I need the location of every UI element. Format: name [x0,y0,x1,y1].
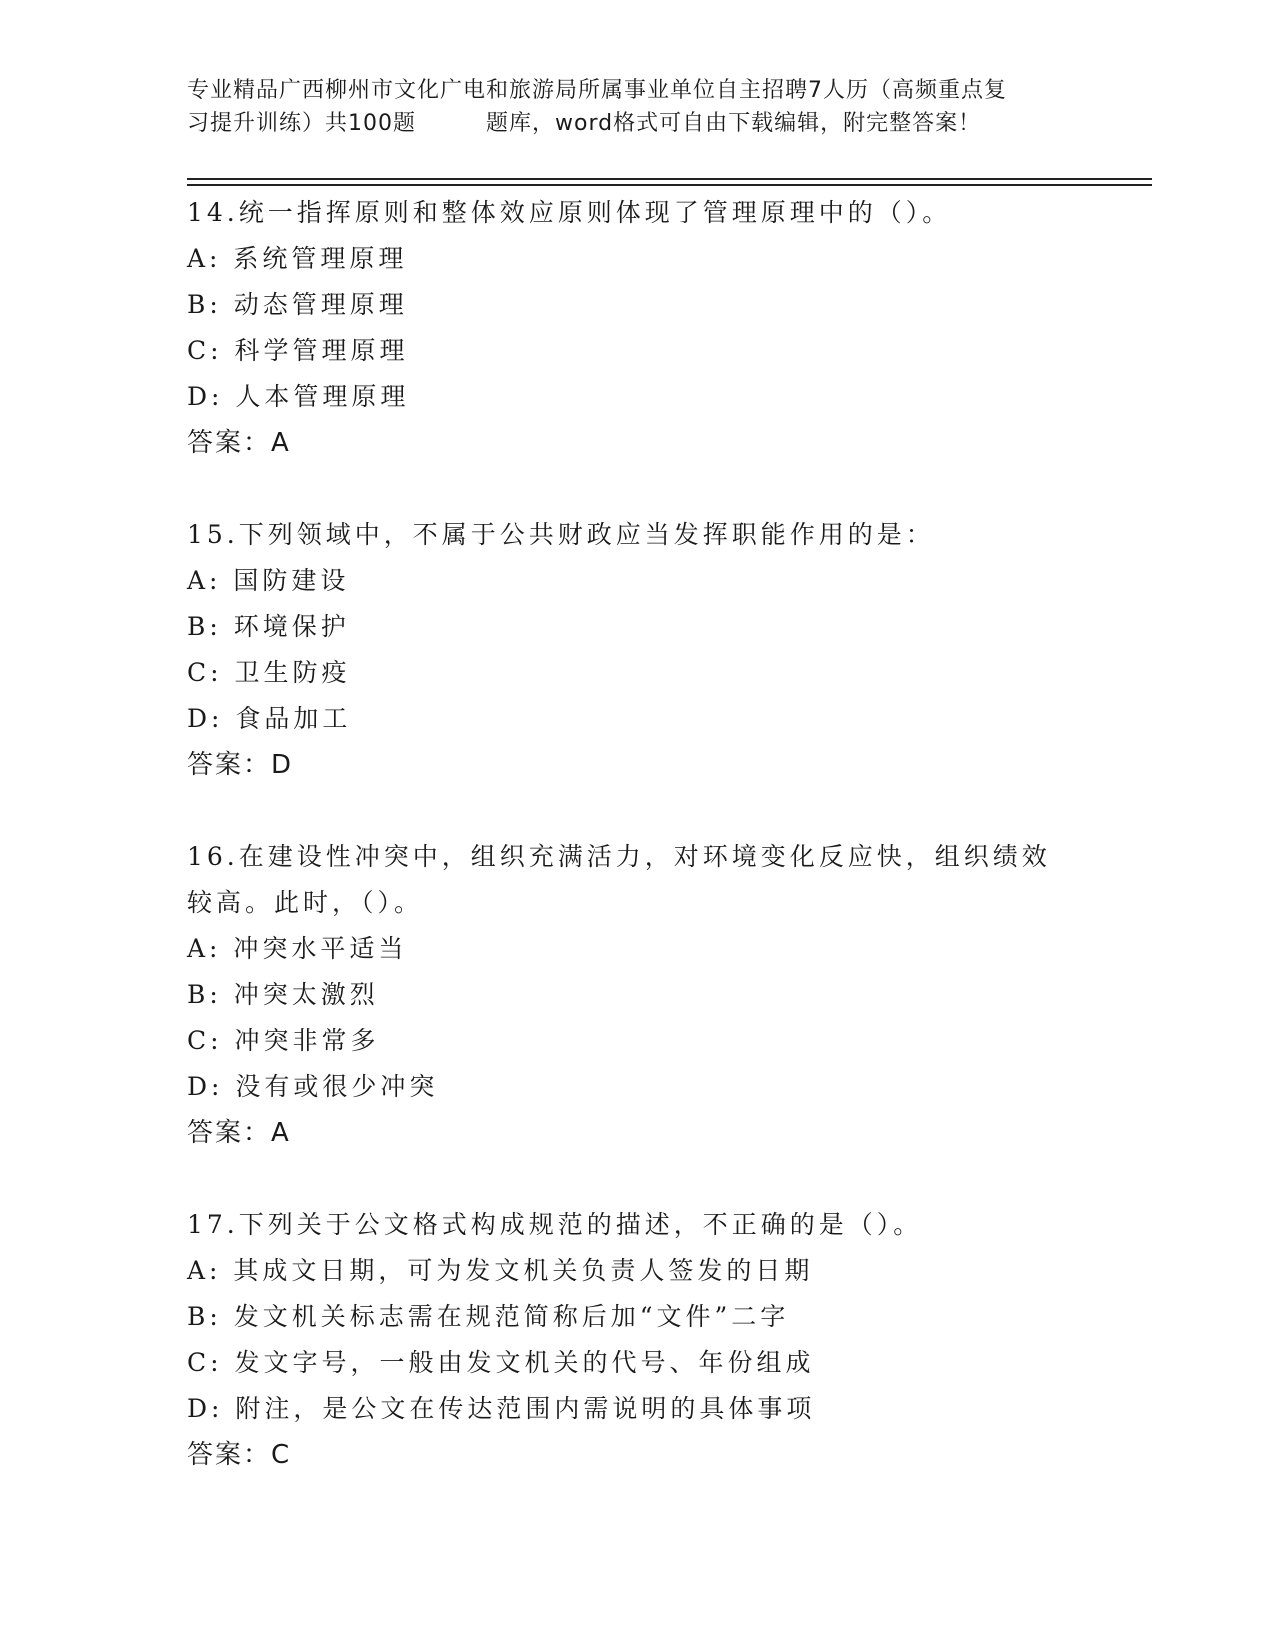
header-title-line-2-right: 题库，word格式可自由下载编辑，附完整答案！ [486,111,982,136]
question-stem: 15.下列领域中，不属于公共财政应当发挥职能作用的是： [187,520,935,549]
option-a: A: 国防建设 [187,566,350,595]
question-stem: 16.在建设性冲突中，组织充满活力，对环境变化反应快，组织绩效较高。此时，（）。 [187,842,1051,917]
option-b: B: 动态管理原理 [187,290,408,319]
question-stem: 14.统一指挥原则和整体效应原则体现了管理原理中的（）。 [187,198,952,227]
header-title-line-2-left: 习提升训练）共100题 [187,111,416,136]
answer-line: 答案：C [187,1440,292,1470]
question-item [187,190,1107,466]
option-a: A: 系统管理原理 [187,244,408,273]
option-c: C: 冲突非常多 [187,1026,380,1055]
option-c: C: 发文字号，一般由发文机关的代号、年份组成 [187,1348,815,1377]
option-d: D: 没有或很少冲突 [187,1072,439,1101]
option-d: D: 附注，是公文在传达范围内需说明的具体事项 [187,1394,816,1423]
option-a: A: 冲突水平适当 [187,934,408,963]
header-title-line-2 [187,107,1087,140]
header-divider-bottom [187,184,1152,186]
option-b: B: 环境保护 [187,612,350,641]
option-d: D: 食品加工 [187,704,352,733]
question-list [187,190,1107,1524]
option-a: A: 其成文日期，可为发文机关负责人签发的日期 [187,1256,814,1285]
answer-line: 答案：A [187,428,291,458]
question-item [187,512,1107,788]
question-stem: 17.下列关于公文格式构成规范的描述，不正确的是（）。 [187,1210,923,1239]
answer-line: 答案：A [187,1118,291,1148]
option-c: C: 科学管理原理 [187,336,409,365]
answer-line: 答案：D [187,750,294,780]
header-title-line-1: 专业精品广西柳州市文化广电和旅游局所属事业单位自主招聘7人历（高频重点复 [187,78,1007,103]
option-b: B: 发文机关标志需在规范简称后加“文件”二字 [187,1302,790,1331]
question-item [187,834,1107,1156]
question-item [187,1202,1107,1478]
option-d: D: 人本管理原理 [187,382,410,411]
header-divider-top [187,178,1152,180]
document-header [187,74,1087,140]
option-b: B: 冲突太激烈 [187,980,379,1009]
option-c: C: 卫生防疫 [187,658,351,687]
